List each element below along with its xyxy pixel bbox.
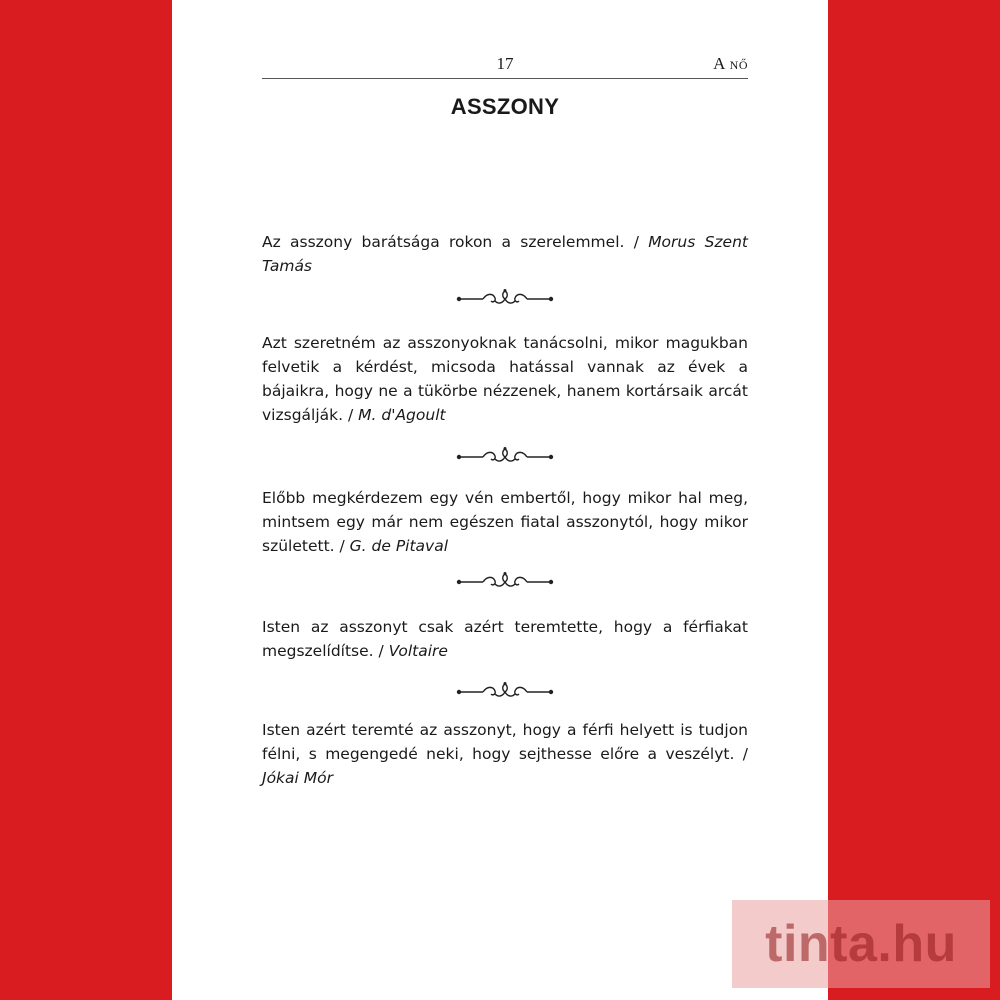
quote-1 <box>262 230 748 278</box>
quote-author: Jókai Mór <box>262 769 333 787</box>
quote-2 <box>262 331 748 427</box>
quote-text: Előbb megkérdezem egy vén embertől, hogy mikor hal meg, mintsem egy már nem egészen fiatal asszonytól, hogy mikor született. / <box>262 489 748 555</box>
flourish-divider-icon <box>455 681 555 701</box>
quote-5 <box>262 718 748 790</box>
quote-text: Azt szeretném az asszonyoknak tanácsolni, mikor magukban felvetik a kérdést, micsoda hatással vannak az évek a bájaikra, hogy ne a tükörbe nézzenek, hanem kortársaik arcát vizsgálják. / <box>262 334 748 424</box>
page-number: 17 <box>496 54 514 73</box>
page-heading: ASSZONY <box>450 94 560 119</box>
quote-author: M. d'Agoult <box>358 406 446 424</box>
watermark-text: tinta.hu <box>765 915 957 973</box>
quote-author: G. de Pitaval <box>349 537 449 555</box>
flourish-divider-icon <box>455 446 555 466</box>
quote-text: Az asszony barátsága rokon a szerelemmel. / <box>262 233 649 251</box>
quote-text: Isten azért teremté az asszonyt, hogy a férfi helyett is tudjon félni, s megengedé neki, hogy sejthesse előre a veszélyt. / <box>262 721 748 763</box>
flourish-divider-icon <box>455 288 555 308</box>
quote-3 <box>262 486 748 558</box>
book-page <box>172 0 828 1000</box>
quote-author: Morus Szent Tamás <box>262 233 748 275</box>
watermark-badge <box>732 900 990 988</box>
running-head <box>262 54 748 79</box>
quote-4 <box>262 615 748 663</box>
quote-author: Voltaire <box>388 642 448 660</box>
quote-text: Isten az asszonyt csak azért teremtette, hogy a férfiakat megszelídítse. / <box>262 618 748 660</box>
flourish-divider-icon <box>455 571 555 591</box>
section-title: A nő <box>713 54 748 73</box>
